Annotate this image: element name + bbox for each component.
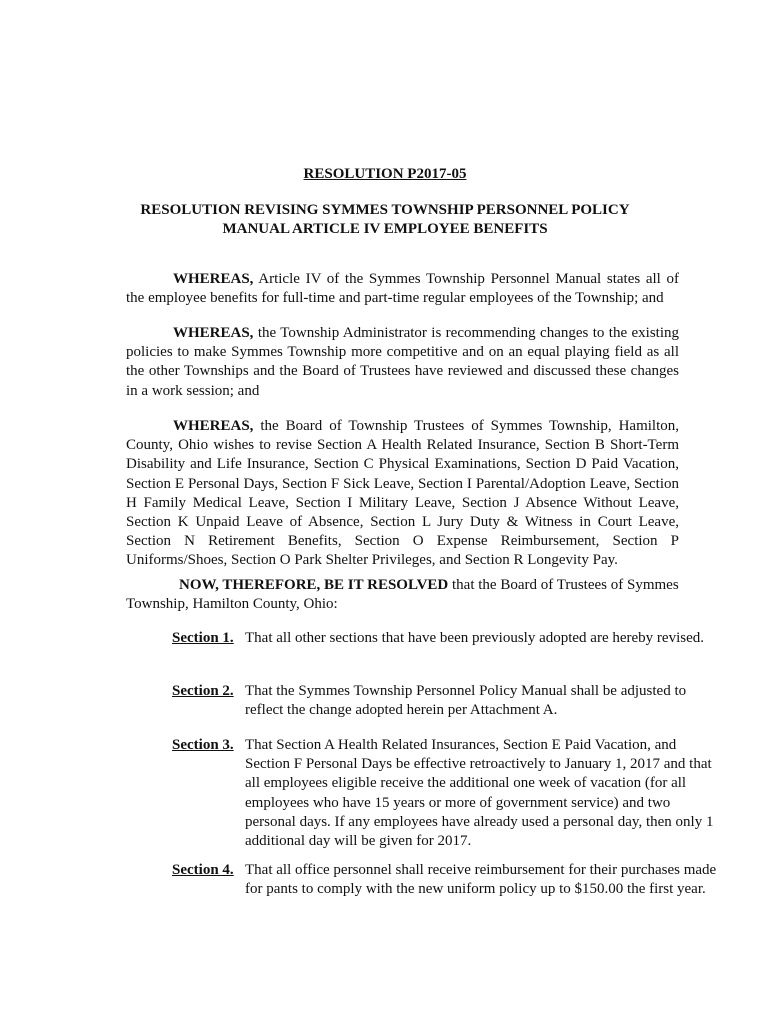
resolved-text: that the Board of Trustees of Symmes Township, Hamilton County, Ohio:	[126, 577, 679, 613]
subtitle-line-1: RESOLUTION REVISING SYMMES TOWNSHIP PERSONNEL POLICY	[140, 202, 630, 218]
section-text: That the Symmes Township Personnel Policy Manual shall be adjusted to reflect the change adopted herein per Attachment A.	[245, 683, 687, 719]
whereas-lead: WHEREAS,	[173, 418, 254, 434]
whereas-paragraph-2	[126, 324, 679, 401]
section-1	[172, 629, 722, 648]
section-3	[172, 736, 722, 851]
section-label: Section 3.	[172, 737, 234, 753]
whereas-text: the Board of Township Trustees of Symmes Township, Hamilton, County, Ohio wishes to revise Section A Health Related Insurance, Section B Short-Term Disability and Life Insurance, Section C Physical Examinations, Section D Paid Vacation, Section E Personal Days, Section F Sick Leave, Section I Parental/Adoption Leave, Section H Family Medical Leave, Section I Military Leave, Section J Absence Without Leave, Section K Unpaid Leave of Absence, Section L Jury Duty & Witness in Court Leave, Section N Retirement Benefits, Section O Expense Reimbursement, Section P Uniforms/Shoes, Section O Park Shelter Privileges, and Section R Longevity Pay.	[126, 418, 679, 569]
resolution-subtitle	[0, 201, 770, 239]
section-2	[172, 682, 722, 720]
section-4	[172, 861, 722, 899]
whereas-lead: WHEREAS,	[173, 325, 254, 341]
subtitle-line-2: MANUAL ARTICLE IV EMPLOYEE BENEFITS	[222, 221, 548, 237]
whereas-paragraph-1	[126, 270, 679, 308]
whereas-text: the Township Administrator is recommending changes to the existing policies to make Symmes Township more competitive and on an equal playing field as all the other Townships and the Board of Trustees have reviewed and discussed these changes in a work session; and	[126, 325, 679, 399]
resolved-paragraph	[126, 576, 679, 614]
section-text: That all other sections that have been previously adopted are hereby revised.	[245, 630, 704, 646]
whereas-paragraph-3	[126, 417, 679, 571]
section-label: Section 1.	[172, 630, 234, 646]
section-text: That Section A Health Related Insurances, Section E Paid Vacation, and Section F Personal Days be effective retroactively to January 1, 2017 and that all employees eligible receive the additional one week of vacation (for all employees who have 15 years or more of government service) and two personal days. If any employees have already used a personal day, then only 1 additional day will be given for 2017.	[245, 737, 714, 850]
section-text: That all office personnel shall receive reimbursement for their purchases made for pants to comply with the new uniform policy up to $150.00 the first year.	[245, 862, 717, 898]
section-label: Section 2.	[172, 683, 234, 699]
resolution-title: RESOLUTION P2017-05	[303, 166, 467, 182]
whereas-text: Article IV of the Symmes Township Personnel Manual states all of the employee benefits for full-time and part-time regular employees of the Township; and	[126, 271, 679, 307]
whereas-lead: WHEREAS,	[173, 271, 254, 287]
resolved-lead: NOW, THEREFORE, BE IT RESOLVED	[179, 577, 449, 593]
section-label: Section 4.	[172, 862, 234, 878]
